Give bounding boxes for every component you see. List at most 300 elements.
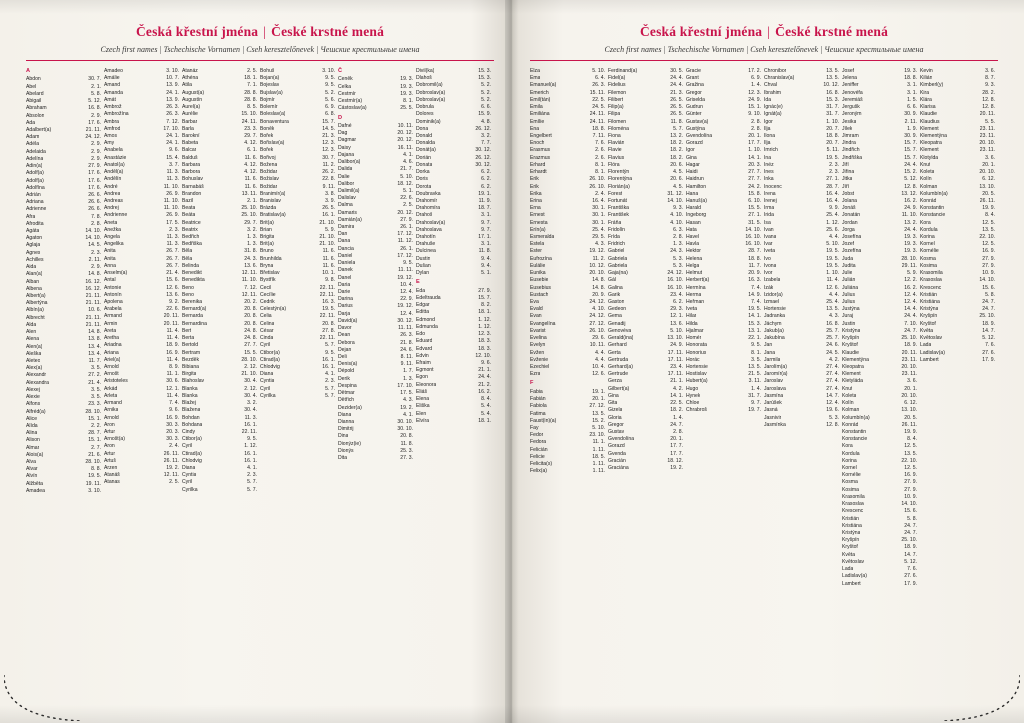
name-entry [608,393,683,400]
name-entry [416,212,491,219]
name-entry [608,169,683,176]
name-entry [764,169,839,176]
entry-name: Koleta [842,392,857,399]
entry-name: Koleta [920,169,935,176]
name-entry [104,191,179,198]
name-entry [608,357,683,364]
entry-date: 11. 10. [901,212,917,219]
entry-name: Ema [530,75,541,82]
entry-date: 15. 6. [982,284,995,291]
entry-date: 7. 4. [751,299,761,305]
entry-name: Egon [416,374,428,381]
entry-date: 6. 1. [247,147,257,154]
entry-name: Brunhilda [260,255,282,262]
name-column [26,68,104,495]
entry-date: 30. 1. [592,219,605,226]
name-entry [764,82,839,89]
entry-date: 5. 1. [481,270,491,277]
name-column [104,68,182,495]
name-entry [416,155,491,162]
entry-name: Blažej [182,400,196,407]
entry-name: Gina [608,392,619,399]
name-entry [182,378,257,385]
name-entry [104,328,179,335]
name-entry [26,315,101,322]
name-entry [182,133,257,140]
name-entry [842,162,917,169]
entry-name: Ina [764,154,772,161]
name-entry [182,350,257,357]
entry-name: Klaudie [920,111,937,118]
entry-name: Dalibor [338,180,355,187]
entry-date: 19. 12. [397,303,413,310]
name-entry [26,300,101,307]
entry-name: Chlodvig [260,363,280,370]
entry-date: 24. 12. [85,134,101,141]
name-entry [530,364,605,371]
name-entry [530,176,605,183]
entry-name: Alan(a) [26,271,43,278]
entry-date: 20. 7. [826,140,839,147]
entry-date: 13. 2. [670,132,683,139]
entry-date: 4. 12. [244,161,257,168]
entry-name: Gracie [686,68,702,74]
entry-name: Bohdan [182,414,200,421]
name-entry [104,342,179,349]
name-entry [920,357,995,364]
entry-name: Gál [608,277,616,284]
name-column [686,68,764,588]
name-entry [686,133,761,140]
right-page-subtitle: Czech first names | Tschechische Vornamen | Cseh keresztelőnevek | Чешские крестильные имена [604,45,924,54]
entry-name: Bořislav(a) [260,140,285,147]
entry-name: Aurel(a) [182,104,201,111]
right-page [512,0,1024,723]
entry-date: 24. 9. [748,96,761,103]
entry-name: Evelyn [530,342,546,349]
entry-date: 30. 7. [322,154,335,161]
entry-date: 11. 8. [478,248,491,255]
entry-name: Kordula [842,450,860,457]
entry-date: 29. 5. [592,234,605,241]
entry-date: 26. 5. [670,104,683,111]
name-entry [104,306,179,313]
entry-name: Honorata [686,342,707,349]
entry-date: 27. 7. [244,342,257,349]
name-entry [260,364,335,371]
entry-name: Františka [608,205,629,212]
entry-name: Adelaida [26,148,46,155]
entry-name: Ivo [764,255,771,262]
entry-date: 14. 10. [901,501,917,508]
entry-name: Gerta [608,349,621,356]
entry-name: Adolf(a) [26,177,44,184]
entry-name: Ada [26,119,36,126]
entry-date: 24. 7. [982,299,995,305]
name-entry [842,458,917,465]
entry-date: 15. 7. [904,154,917,161]
name-entry [416,82,491,89]
entry-date: 30. 3. [166,421,179,428]
entry-name: Garik [608,291,621,298]
entry-date: 14. 8. [88,271,101,278]
entry-date: 5. 2. [325,89,335,96]
entry-date: 16. 1. [244,450,257,457]
entry-date: 15. 4. [166,154,179,161]
name-entry [530,104,605,111]
entry-name: Cyril [260,385,271,392]
entry-name: Kornélie [842,472,861,479]
entry-name: Hanuš(a) [686,197,707,204]
entry-date: 5. 2. [481,89,491,96]
entry-name: Ida [764,96,772,103]
entry-name: Kristián [842,515,859,522]
entry-date: 21. 5. [748,371,761,378]
entry-date: 3. 10. [322,68,335,74]
entry-name: Korina [920,234,935,241]
entry-name: Alfons [26,401,41,408]
name-entry [260,306,335,313]
entry-date: 5. 1. [403,187,413,194]
entry-name: Griselda [686,96,705,103]
entry-name: Kleopatra [920,140,942,147]
name-entry [842,133,917,140]
entry-date: 2. 5. [169,479,179,486]
entry-name: Judita [842,262,856,269]
entry-name: Balduš [182,154,198,161]
entry-date: 26. 5. [670,111,683,118]
name-entry [182,465,257,472]
entry-date: 16. 12. [85,285,101,292]
name-entry [338,123,413,130]
entry-date: 27. 9. [982,255,995,262]
name-entry [182,270,257,277]
entry-name: Anastázie [104,154,127,161]
name-entry [920,97,995,104]
entry-name: Ambra [104,118,120,125]
entry-date: 30. 3. [166,436,179,443]
entry-name: Gerhard [608,342,627,349]
entry-date: 3. 6. [985,154,995,161]
entry-date: 17. 6. [88,184,101,191]
entry-date: 12. 1. [166,385,179,392]
entry-name: Athéna [182,75,199,82]
name-entry [842,176,917,183]
entry-date: 21. 4. [88,379,101,386]
entry-name: Isa [764,219,771,226]
entry-name: Hamilton [686,183,707,190]
name-entry [530,133,605,140]
name-entry [686,162,761,169]
name-entry [764,313,839,320]
entry-date: 20. 10. [589,270,605,277]
name-entry [104,220,179,227]
entry-date: 7. 6. [595,140,605,147]
entry-date: 5. 7. [247,486,257,493]
entry-name: Filomen [608,118,627,125]
entry-name: Klotylda [920,154,939,161]
name-entry [842,75,917,82]
name-entry [530,342,605,349]
entry-date: 1. 10. [748,147,761,154]
entry-name: Amfrod [104,125,121,132]
entry-date: 13. 4. [88,343,101,350]
entry-date: 5. 11. [826,147,839,154]
name-entry [608,205,683,212]
name-entry [686,147,761,154]
entry-date: 15. 7. [478,295,491,301]
letter-heading: D [338,114,343,121]
name-entry [338,84,413,91]
entry-name: Haidrun [686,176,704,183]
name-entry [26,264,101,271]
name-entry [182,458,257,465]
entry-date: 24. 11. [241,118,257,125]
name-entry [764,299,839,306]
entry-name: Graciána [608,465,629,472]
entry-name: Fiona [608,132,621,139]
entry-date: 8. 1. [403,98,413,105]
entry-date: 11. 11. [398,325,413,332]
name-entry [842,321,917,328]
entry-name: Elvíra [416,417,430,424]
entry-date: 9. 7. [481,226,491,233]
entry-date: 1. 10. [826,118,839,125]
entry-name: Julie [842,270,853,277]
entry-name: Berta [182,335,195,342]
name-entry [416,382,491,389]
entry-name: Ivar [764,241,773,248]
entry-date: 16. 1. [322,356,335,363]
entry-date: 27. 9. [982,262,995,269]
name-entry [338,419,413,426]
name-entry [530,335,605,342]
entry-name: Daniela [338,260,356,267]
entry-date: 26. 1. [400,224,413,231]
entry-name: Irena [764,190,776,197]
name-entry [338,433,413,440]
name-entry [920,248,995,255]
name-entry [608,364,683,371]
entry-name: Enoch [530,140,545,147]
entry-date: 1. 3. [247,234,257,241]
name-entry [764,350,839,357]
name-entry [182,162,257,169]
entry-name: Genadij [608,320,626,327]
entry-name: Homér [686,335,702,342]
entry-name: Bolemír [260,104,278,111]
entry-name: Darius [338,303,353,310]
entry-name: Birgita [182,371,197,378]
entry-date: 24. 7. [670,421,683,428]
entry-name: Branislav [260,197,281,204]
entry-name: Kryšpín [842,335,860,342]
entry-name: Chronibor [764,68,787,74]
entry-date: 24. 7. [904,522,917,529]
name-entry [26,459,101,466]
name-entry [842,566,917,573]
entry-name: Flóra [608,161,620,168]
name-entry [530,321,605,328]
entry-name: Adolf(a) [26,170,44,177]
entry-date: 18. 8. [904,75,917,82]
name-entry [608,162,683,169]
entry-date: 11. 2. [322,161,335,168]
entry-name: Evženie [530,356,549,363]
name-entry [842,465,917,472]
entry-date: 4. 1. [403,411,413,418]
entry-date: 14. 7. [904,551,917,558]
entry-name: Hjalmar [686,327,704,334]
entry-name: Darja [338,310,351,317]
name-entry [260,234,335,241]
entry-name: Bystřík [260,277,276,284]
name-entry [182,487,257,494]
entry-name: Bohdana [182,421,203,428]
name-entry [842,530,917,537]
entry-date: 8. 1. [595,169,605,176]
name-entry [338,347,413,354]
entry-date: 15. 7. [904,147,917,154]
entry-date: 12. 6. [166,284,179,291]
entry-name: Knut [842,385,853,392]
entry-date: 20. 10. [901,392,917,399]
entry-date: 24. 1. [166,140,179,147]
entry-name: Benedikta [182,277,205,284]
entry-name: Abelard [26,90,44,97]
entry-date: 27. 4. [826,371,839,378]
entry-date: 20. 8. [244,306,257,313]
entry-date: 2. 3. [169,226,179,233]
entry-name: Adalbert(a) [26,126,52,133]
entry-date: 11. 8. [400,440,413,447]
name-entry [764,212,839,219]
entry-name: Emílie [530,118,545,125]
entry-name: Jolana [842,197,858,204]
entry-name: Klement [920,147,939,154]
entry-date: 15. 1. [88,437,101,444]
entry-name: Eunika [530,270,546,277]
entry-name: Bertram [182,349,201,356]
entry-name: Chlodvig [182,457,202,464]
name-entry [842,443,917,450]
name-entry [530,357,605,364]
entry-date: 26. 5. [322,205,335,212]
name-entry [920,133,995,140]
name-entry [530,306,605,313]
entry-name: František [608,212,629,219]
entry-name: Antonie [104,284,122,291]
entry-date: 5. 8. [91,90,101,97]
entry-date: 6. 8. [325,111,335,118]
entry-date: 21. 11. [85,126,101,133]
entry-date: 17. 6. [88,177,101,184]
name-entry [608,147,683,154]
entry-date: 4. 12. [244,169,257,176]
entry-date: 14. 1. [748,313,761,320]
entry-name: Kolumbín(a) [920,190,948,197]
name-entry [260,270,335,277]
name-entry [26,481,101,488]
entry-name: Bohuš [260,68,275,74]
entry-date: 29. 3. [670,306,683,313]
entry-date: 25. 10. [901,537,917,544]
name-entry [338,98,413,105]
entry-date: 1. 3. [403,375,413,382]
name-entry [260,248,335,255]
name-entry [182,111,257,118]
name-entry [104,321,179,328]
name-entry [104,256,179,263]
entry-name: Jarolím(a) [764,363,787,370]
name-entry [416,263,491,270]
entry-name: Adriana [26,199,44,206]
name-entry [182,97,257,104]
name-entry [338,130,413,137]
name-entry [764,119,839,126]
entry-date: 26. 10. [589,176,605,183]
name-entry [530,403,605,410]
name-entry [26,250,101,257]
entry-date: 11. 1. [166,371,179,378]
entry-date: 15. 3. [748,320,761,327]
name-entry [608,386,683,393]
entry-name: Částoslav(a) [338,105,367,112]
entry-date: 10. 12. [823,82,839,89]
entry-date: 22. 5. [670,400,683,407]
entry-date: 11. 10. [163,205,179,212]
name-entry [260,263,335,270]
entry-date: 20. 5. [982,190,995,197]
entry-name: Armand [104,400,122,407]
entry-date: 9. 11. [400,361,413,368]
entry-name: Bohuslav [182,176,203,183]
entry-name: Emil(tán) [530,96,551,103]
name-entry [260,68,335,75]
entry-name: Amálie [104,75,120,82]
name-entry [26,473,101,480]
entry-date: 14. 5. [322,125,335,132]
entry-date: 18. 8. [592,125,605,132]
name-entry [26,127,101,134]
right-page-title [530,24,998,40]
name-entry [26,416,101,423]
entry-date: 12. 3. [322,140,335,147]
entry-name: Artur [104,450,116,457]
entry-date: 7. 6. [907,566,917,573]
entry-date: 26. 1. [400,245,413,252]
entry-name: Engelbert [530,132,552,139]
entry-name: Jaroslav [764,378,783,385]
entry-name: Atanáš [104,472,120,479]
name-entry [182,256,257,263]
entry-name: Agnes [26,249,41,256]
name-entry [842,227,917,234]
name-entry [104,184,179,191]
entry-date: 15. 5. [748,205,761,212]
entry-name: Kimberl(y) [920,82,944,89]
name-entry [104,147,179,154]
entry-name: Edmunda [416,323,438,330]
name-entry [530,461,605,468]
entry-date: 23. 11. [901,371,917,378]
entry-date: 16. 9. [982,248,995,255]
name-entry [416,126,491,133]
name-entry [338,282,413,289]
entry-date: 11. 4. [166,392,179,399]
entry-date: 1. 4. [751,385,761,392]
entry-name: Bertold [182,342,199,349]
